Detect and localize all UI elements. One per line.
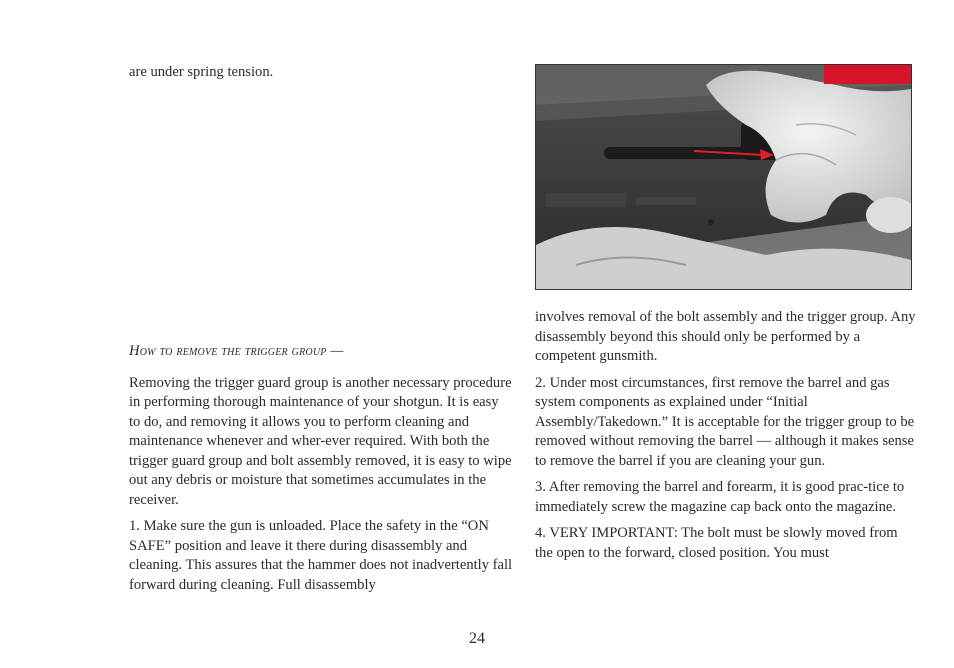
red-tab xyxy=(824,65,911,84)
paragraph: 2. Under most circumstances, first remove the barrel and gas system components as explained under “Initial Assembly/Takedown.” It is acceptable for the trigger group to be removed without removing the barrel — although it makes sense to remove the barrel if you are cleaning your gun. xyxy=(535,374,915,469)
right-column xyxy=(535,308,919,570)
paragraph: 1. Make sure the gun is unloaded. Place the safety in the “ON SAFE” position and leave it there during disassembly and cleaning. This assures that the hammer does not inadvertently fall forward during cleaning. Full disassembly xyxy=(129,518,513,593)
paragraph: involves removal of the bolt assembly and the trigger group. Any disassembly beyond this should only be performed by a competent gunsmith. xyxy=(535,309,916,364)
paragraph: 3. After removing the barrel and forearm, it is good prac-tice to immediately screw the magazine cap back onto the magazine. xyxy=(535,479,905,515)
section-heading: How to remove the trigger group — xyxy=(129,343,344,359)
paragraph: are under spring tension. xyxy=(129,64,274,80)
page-number: 24 xyxy=(469,630,485,647)
paragraph: Removing the trigger guard group is another necessary procedure in performing thorough maintenance of your shotgun. It is easy to do, and removing it allows you to perform cleaning and maintenance whenever and wher-ever required. With both the trigger guard group and bolt assembly removed, it is easy to wipe out any debris or moisture that sometimes accumulates in the receiver. xyxy=(129,374,512,508)
left-column xyxy=(129,342,513,602)
paragraph: 4. VERY IMPORTANT: The bolt must be slowly moved from the open to the forward, closed position. You must xyxy=(535,525,898,561)
text-block-top xyxy=(129,63,509,90)
photo-illustration xyxy=(536,65,911,289)
photo-bolt-removal xyxy=(535,64,912,290)
